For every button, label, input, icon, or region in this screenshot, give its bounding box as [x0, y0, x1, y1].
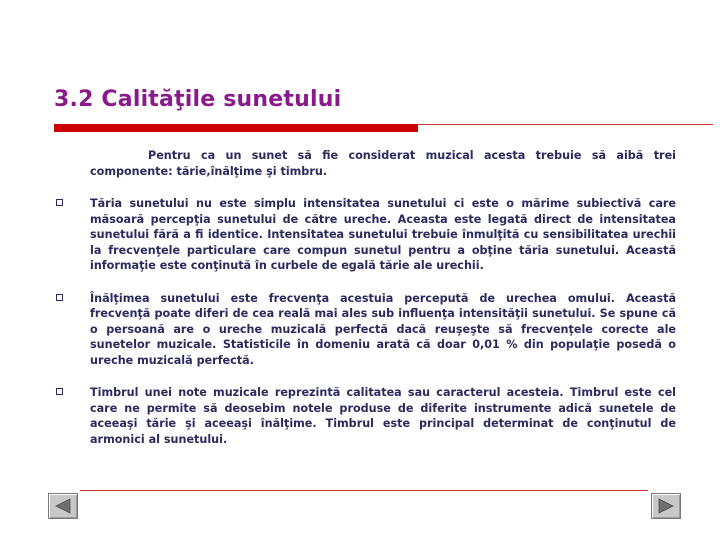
- bullet-text: Tăria sunetului nu este simplu intensitatea sunetului ci este o mărime subiectivă care măsoară percepţia sunetului de către ureche. Aceasta este legată direct de intensitatea sunetului fără a fi identice. Intensitatea sunetului trebuie înmulţită cu sensibilitatea urechii la frecvenţele particulare care compun sunetul pentru a obţine tăria sunetului. Această informaţie este conţinută în curbele de egală tărie ale urechii.: [90, 197, 676, 272]
- footer-rule: [80, 490, 648, 491]
- next-slide-button[interactable]: [651, 493, 681, 519]
- triangle-left-icon: [54, 498, 72, 514]
- bullet-item: [54, 385, 676, 447]
- bullet-text: Înălţimea sunetului este frecvenţa acestuia percepută de urechea omului. Această frecvenţă poate diferi de cea reală mai ales sub influenţa intensităţii sunetului. Se spune că o persoană are o ureche muzicală perfectă dacă reuşeşte să frecvenţele corecte ale sunetelor muzicale. Statisticile în domeniu arată că doar 0,01 % din populaţie posedă o ureche muzicală perfectă.: [90, 291, 676, 367]
- triangle-right-icon: [657, 498, 675, 514]
- previous-slide-button[interactable]: [48, 493, 78, 519]
- square-bullet-icon: [56, 388, 63, 395]
- bullet-item: [54, 291, 676, 369]
- square-bullet-icon: [56, 294, 63, 301]
- intro-paragraph: [90, 148, 676, 179]
- title-accent-bar: [54, 124, 418, 132]
- slide-title: 3.2 Calităţile sunetului: [54, 87, 342, 112]
- bullet-item: [54, 196, 676, 274]
- slide-content: [54, 148, 676, 447]
- bullet-text: Timbrul unei note muzicale reprezintă calitatea sau caracterul acesteia. Timbrul este cel care ne permite să deosebim notele produse de diferite instrumente adică sunetele de aceeaşi tărie şi aceeaşi înălţime. Timbrul este principal determinat de conţinutul de armonici al sunetului.: [90, 386, 676, 446]
- title-underline-rule: [418, 124, 713, 125]
- square-bullet-icon: [56, 199, 63, 206]
- intro-text: Pentru ca un sunet să fie considerat muzical acesta trebuie să aibă trei componente: tărie,înălţime şi timbru.: [90, 149, 676, 178]
